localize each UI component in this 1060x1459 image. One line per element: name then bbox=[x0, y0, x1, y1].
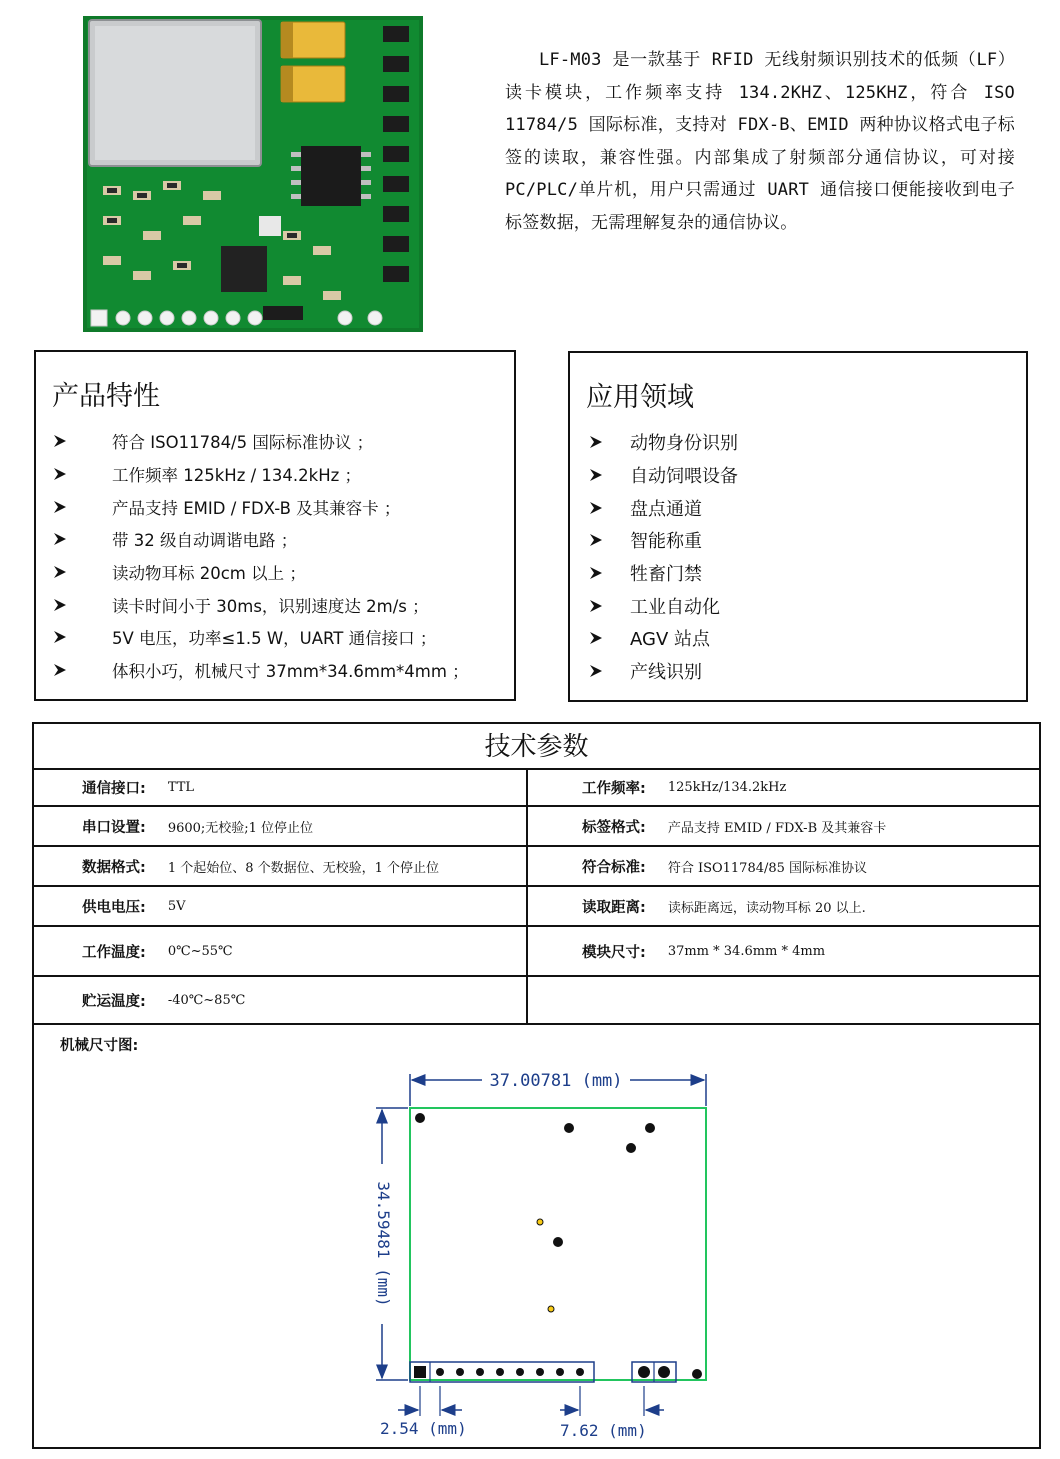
arrow-bullet-icon bbox=[52, 662, 68, 678]
spec-value: 读标距离远，读动物耳标 20 以上. bbox=[667, 900, 866, 916]
spec-title: 技术参数 bbox=[34, 724, 1039, 770]
application-text: 盘点通道 bbox=[630, 498, 702, 520]
pad-marker bbox=[537, 1219, 543, 1225]
spec-cell bbox=[34, 770, 528, 805]
feature-item bbox=[52, 458, 504, 491]
arrow-bullet-icon bbox=[588, 434, 604, 450]
application-text: 牲畜门禁 bbox=[630, 564, 702, 586]
spec-key: 工作温度: bbox=[82, 944, 146, 961]
spec-cell bbox=[528, 770, 1039, 805]
mounting-hole bbox=[553, 1237, 563, 1247]
arrow-bullet-icon bbox=[52, 433, 68, 449]
applications-list bbox=[588, 426, 1016, 688]
spec-key: 数据格式: bbox=[82, 859, 146, 876]
spec-cell bbox=[34, 977, 528, 1023]
spec-row bbox=[34, 887, 1039, 927]
spec-key: 贮运温度: bbox=[82, 993, 146, 1010]
arrow-bullet-icon bbox=[52, 466, 68, 482]
feature-item bbox=[52, 425, 504, 458]
spec-key: 标签格式: bbox=[582, 819, 646, 836]
spec-key: 读取距离: bbox=[582, 899, 646, 916]
product-intro-paragraph: LF-M03 是一款基于 RFID 无线射频识别技术的低频（LF）读卡模块，工作频率支持 134.2KHZ、125KHZ，符合 ISO 11784/5 国际标准，支持对 FDX-B、EMID 两种协议格式电子标签的读取，兼容性强。内部集成了射频部分通信协议，可对接 PC/PLC/单片机，用户只需通过 UART 通信接口便能接收到电子标签数据，无需理解复杂的通信协议。 bbox=[505, 50, 1015, 233]
spec-cell bbox=[528, 807, 1039, 845]
spec-value: TTL bbox=[167, 780, 195, 795]
arrow-bullet-icon bbox=[588, 663, 604, 679]
arrow-bullet-icon bbox=[588, 500, 604, 516]
spec-row bbox=[34, 977, 1039, 1025]
spec-row bbox=[34, 807, 1039, 847]
arrow-bullet-icon bbox=[52, 629, 68, 645]
arrow-bullet-icon bbox=[588, 467, 604, 483]
spec-cell bbox=[34, 887, 528, 925]
height-label: 34.59481 (mm) bbox=[374, 1181, 393, 1307]
feature-text: 5V 电压，功率≤1.5 W，UART 通信接口 ； bbox=[112, 629, 437, 649]
application-item bbox=[588, 589, 1016, 622]
pitch-label: 2.54 (mm) bbox=[380, 1419, 467, 1438]
arrow-bullet-icon bbox=[52, 597, 68, 613]
width-label: 37.00781 (mm) bbox=[489, 1071, 623, 1091]
feature-text: 产品支持 EMID / FDX-B 及其兼容卡 ； bbox=[112, 498, 401, 518]
spec-cell bbox=[528, 847, 1039, 885]
spec-key: 串口设置: bbox=[82, 819, 146, 836]
mechanical-drawing bbox=[364, 1064, 724, 1444]
arrow-bullet-icon bbox=[52, 531, 68, 547]
spec-value: 9600;无校验;1 位停止位 bbox=[167, 820, 314, 836]
features-title: 产品特性 bbox=[52, 381, 160, 412]
spec-cell bbox=[34, 927, 528, 975]
application-item bbox=[588, 557, 1016, 590]
spec-cell bbox=[528, 927, 1039, 975]
pcb-module-photo bbox=[83, 16, 423, 332]
mounting-hole bbox=[415, 1113, 425, 1123]
application-text: 产线识别 bbox=[630, 662, 702, 684]
application-text: 动物身份识别 bbox=[630, 433, 738, 455]
spec-value: -40℃~85℃ bbox=[167, 992, 246, 1008]
mechanical-drawing-title: 机械尺寸图: bbox=[60, 1038, 139, 1054]
spec-key: 供电电压: bbox=[82, 899, 146, 916]
features-list bbox=[52, 425, 504, 687]
spec-key: 工作频率: bbox=[582, 781, 646, 797]
pad-marker bbox=[548, 1306, 554, 1312]
feature-text: 体积小巧，机械尺寸 37mm*34.6mm*4mm ； bbox=[112, 662, 469, 682]
features-box bbox=[34, 350, 516, 701]
application-item bbox=[588, 491, 1016, 524]
arrow-bullet-icon bbox=[52, 564, 68, 580]
spec-row bbox=[34, 927, 1039, 977]
mounting-hole bbox=[564, 1123, 574, 1133]
spec-row bbox=[34, 847, 1039, 887]
feature-text: 读动物耳标 20cm 以上 ； bbox=[112, 564, 306, 584]
arrow-bullet-icon bbox=[52, 499, 68, 515]
spec-value: 0℃~55℃ bbox=[167, 943, 233, 959]
application-item bbox=[588, 459, 1016, 492]
spec-key: 符合标准: bbox=[582, 859, 646, 876]
feature-item bbox=[52, 523, 504, 556]
spec-value: 37mm * 34.6mm * 4mm bbox=[667, 943, 826, 959]
mounting-hole bbox=[692, 1369, 702, 1379]
arrow-bullet-icon bbox=[588, 532, 604, 548]
applications-title: 应用领域 bbox=[586, 382, 694, 413]
feature-text: 带 32 级自动调谐电路 ； bbox=[112, 531, 298, 551]
feature-text: 读卡时间小于 30ms，识别速度达 2m/s ； bbox=[112, 596, 429, 616]
application-text: 工业自动化 bbox=[630, 596, 720, 618]
feature-item bbox=[52, 654, 504, 687]
application-text: AGV 站点 bbox=[630, 629, 710, 651]
spec-cell bbox=[34, 807, 528, 845]
mounting-hole bbox=[645, 1123, 655, 1133]
application-item bbox=[588, 655, 1016, 688]
spec-value: 产品支持 EMID / FDX-B 及其兼容卡 bbox=[667, 820, 887, 836]
spec-value: 1 个起始位、8 个数据位、无校验，1 个停止位 bbox=[167, 860, 440, 876]
feature-text: 工作频率 125kHz / 134.2kHz ； bbox=[112, 466, 362, 486]
application-item bbox=[588, 524, 1016, 557]
spec-cell bbox=[528, 977, 1039, 1023]
spec-value: 5V bbox=[167, 898, 186, 914]
spec-key: 模块尺寸: bbox=[582, 944, 646, 961]
spec-cell bbox=[528, 887, 1039, 925]
feature-item bbox=[52, 621, 504, 654]
application-text: 自动饲喂设备 bbox=[630, 466, 738, 488]
feature-item bbox=[52, 490, 504, 523]
arrow-bullet-icon bbox=[588, 565, 604, 581]
arrow-bullet-icon bbox=[588, 630, 604, 646]
spec-table bbox=[32, 722, 1041, 1449]
spec-cell bbox=[34, 847, 528, 885]
spec-row bbox=[34, 770, 1039, 807]
spec-key: 通信接口: bbox=[82, 781, 146, 797]
spec-value: 125kHz/134.2kHz bbox=[667, 780, 787, 795]
feature-item bbox=[52, 556, 504, 589]
application-item bbox=[588, 622, 1016, 655]
mounting-hole bbox=[626, 1143, 636, 1153]
spec-value: 符合 ISO11784/85 国际标准协议 bbox=[667, 860, 868, 876]
application-text: 智能称重 bbox=[630, 531, 702, 553]
applications-box bbox=[568, 351, 1028, 702]
gap-label: 7.62 (mm) bbox=[560, 1421, 647, 1440]
application-item bbox=[588, 426, 1016, 459]
arrow-bullet-icon bbox=[588, 598, 604, 614]
feature-text: 符合 ISO11784/5 国际标准协议 ； bbox=[112, 433, 374, 453]
feature-item bbox=[52, 588, 504, 621]
